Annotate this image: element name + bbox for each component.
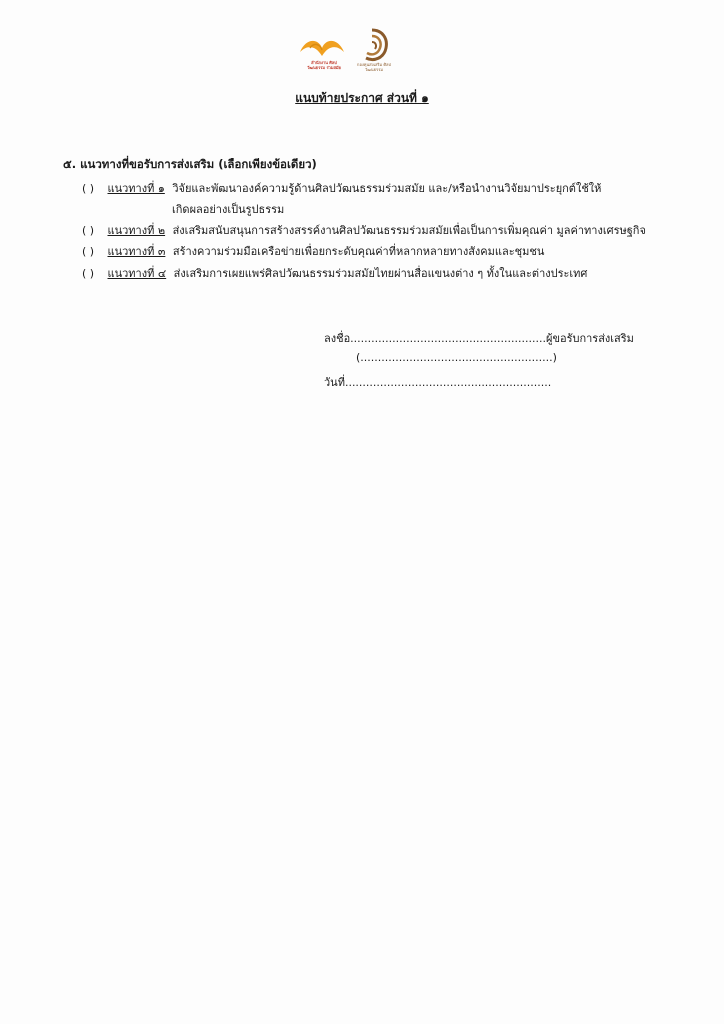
fund-logo-icon: [352, 26, 392, 66]
date-line: วันที่...........................................................: [324, 376, 552, 389]
fund-logo-text: กองทุนส่งเสริม ศิลปวัฒนธรรม: [357, 62, 391, 72]
option-2-text: ส่งเสริมสนับสนุนการสร้างสรรค์งานศิลปวัฒนธรรมร่วมสมัยเพื่อเป็นการเพิ่มคุณค่า มูลค่าทางเศรษฐกิจ: [172, 224, 646, 237]
option-4-label: แนวทางที่ ๔: [107, 267, 167, 280]
option-3-label: แนวทางที่ ๓: [107, 245, 166, 258]
option-2-checkbox[interactable]: ( ): [82, 224, 95, 237]
option-3: [82, 242, 544, 260]
office-logo-text: สำนักงาน ศิลปวัฒนธรรม ร่วมสมัย: [307, 60, 341, 70]
option-4-checkbox[interactable]: ( ): [82, 267, 95, 280]
option-1-label: แนวทางที่ ๑: [107, 182, 165, 195]
option-1-text: วิจัยและพัฒนาองค์ความรู้ด้านศิลปวัฒนธรรมร่วมสมัย และ/หรือนำงานวิจัยมาประยุกต์ใช้ให้: [172, 182, 602, 195]
option-1-text-cont: เกิดผลอย่างเป็นรูปธรรม: [172, 203, 285, 216]
page-title: แนบท้ายประกาศ ส่วนที่ ๑: [295, 91, 429, 105]
option-2: [82, 221, 646, 239]
option-2-label: แนวทางที่ ๒: [107, 224, 166, 237]
option-3-text: สร้างความร่วมมือเครือข่ายเพื่อยกระดับคุณค่าที่หลากหลายทางสังคมและชุมชน: [172, 245, 545, 258]
option-4-text: ส่งเสริมการเผยแพร่ศิลปวัฒนธรรมร่วมสมัยไทยผ่านสื่อแขนงต่าง ๆ ทั้งในและต่างประเทศ: [173, 267, 588, 280]
option-4: [82, 264, 587, 282]
office-logo-icon: [296, 30, 348, 78]
section-heading: ๕. แนวทางที่ขอรับการส่งเสริม (เลือกเพียงข้อเดียว): [63, 157, 317, 171]
option-1-checkbox[interactable]: ( ): [82, 182, 95, 195]
name-line: (.......................................................): [356, 351, 557, 364]
option-1: [82, 179, 601, 197]
option-3-checkbox[interactable]: ( ): [82, 245, 95, 258]
signature-line: ลงชื่อ........................................................ผู้ขอรับการส่งเสริม: [324, 332, 634, 345]
